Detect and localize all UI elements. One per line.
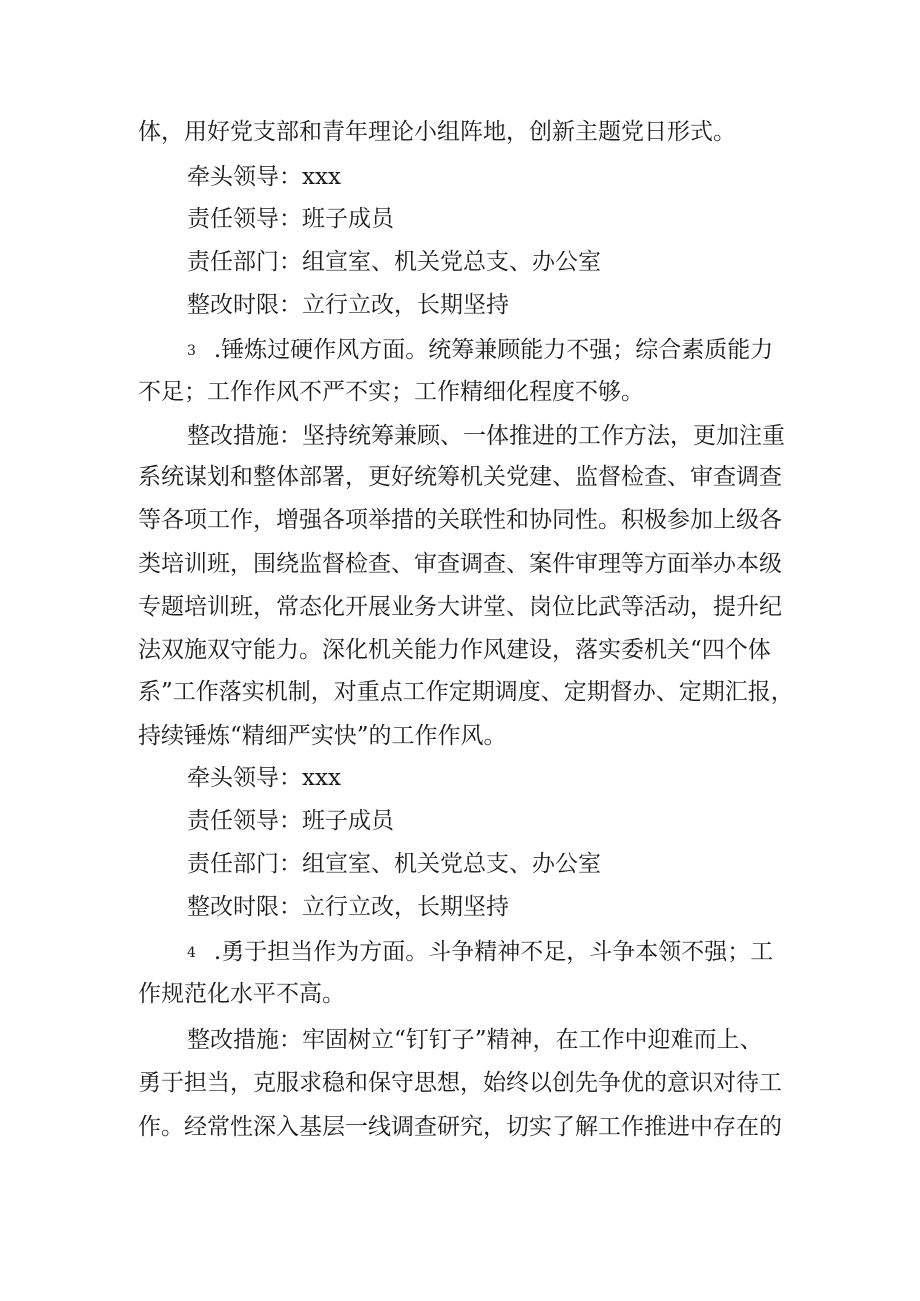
- text-line: 等各项工作，增强各项举措的关联性和协同性。积极参加上级各: [138, 507, 782, 533]
- text-line: 不足；工作作风不严不实；工作精细化程度不够。: [138, 379, 644, 405]
- text-line: 作规范化水平不高。: [138, 981, 345, 1007]
- item-prefix: .: [213, 337, 222, 363]
- section-heading-4: [187, 937, 773, 968]
- item-number: 3: [187, 343, 196, 359]
- item-prefix: .: [213, 939, 222, 965]
- text-line: 勇于担当，克服求稳和保守思想，始终以创先争优的意识对待工: [138, 1070, 782, 1096]
- item-number: 4: [187, 945, 196, 961]
- text-line: 锤炼过硬作风方面。统筹兼顾能力不强；综合素质能力: [221, 337, 774, 363]
- text-line: 责任领导：班子成员: [187, 206, 394, 232]
- text-line: 作。经常性深入基层一线调查研究，切实了解工作推进中存在的: [138, 1114, 782, 1140]
- text-line: 责任部门：组宣室、机关党总支、办公室: [187, 249, 601, 275]
- text-line: 整改措施：牢固树立“钉钉子”精神，在工作中迎难而上、: [187, 1027, 763, 1053]
- text-line: 类培训班，围绕监督检查、审查调查、案件审理等方面举办本级: [138, 551, 782, 577]
- text-line: 责任领导：班子成员: [187, 808, 394, 834]
- text-line: 体，用好党支部和青年理论小组阵地，创新主题党日形式。: [138, 119, 736, 145]
- text-line: 整改时限：立行立改，长期坚持: [187, 894, 509, 920]
- text-line: 专题培训班，常态化开展业务大讲堂、岗位比武等活动，提升纪: [138, 594, 782, 620]
- text-line: 责任部门：组宣室、机关党总支、办公室: [187, 851, 601, 877]
- text-line: 牵头领导：xxx: [187, 765, 341, 791]
- section-heading-3: [187, 335, 773, 366]
- text-line: 系统谋划和整体部署，更好统筹机关党建、监督检查、审查调查: [138, 464, 782, 490]
- text-line: 整改时限：立行立改，长期坚持: [187, 292, 509, 318]
- text-line: 整改措施：坚持统筹兼顾、一体推进的工作方法，更加注重: [187, 423, 785, 449]
- text-line: 系”工作落实机制，对重点工作定期调度、定期督办、定期汇报，: [138, 679, 794, 705]
- text-line: 勇于担当作为方面。斗争精神不足，斗争本领不强；工: [221, 939, 774, 965]
- text-line: 持续锤炼“精细严实快”的工作作风。: [138, 723, 507, 749]
- text-line: 法双施双守能力。深化机关能力作风建设，落实委机关“四个体: [138, 637, 771, 663]
- text-line: 牵头领导：xxx: [187, 164, 341, 190]
